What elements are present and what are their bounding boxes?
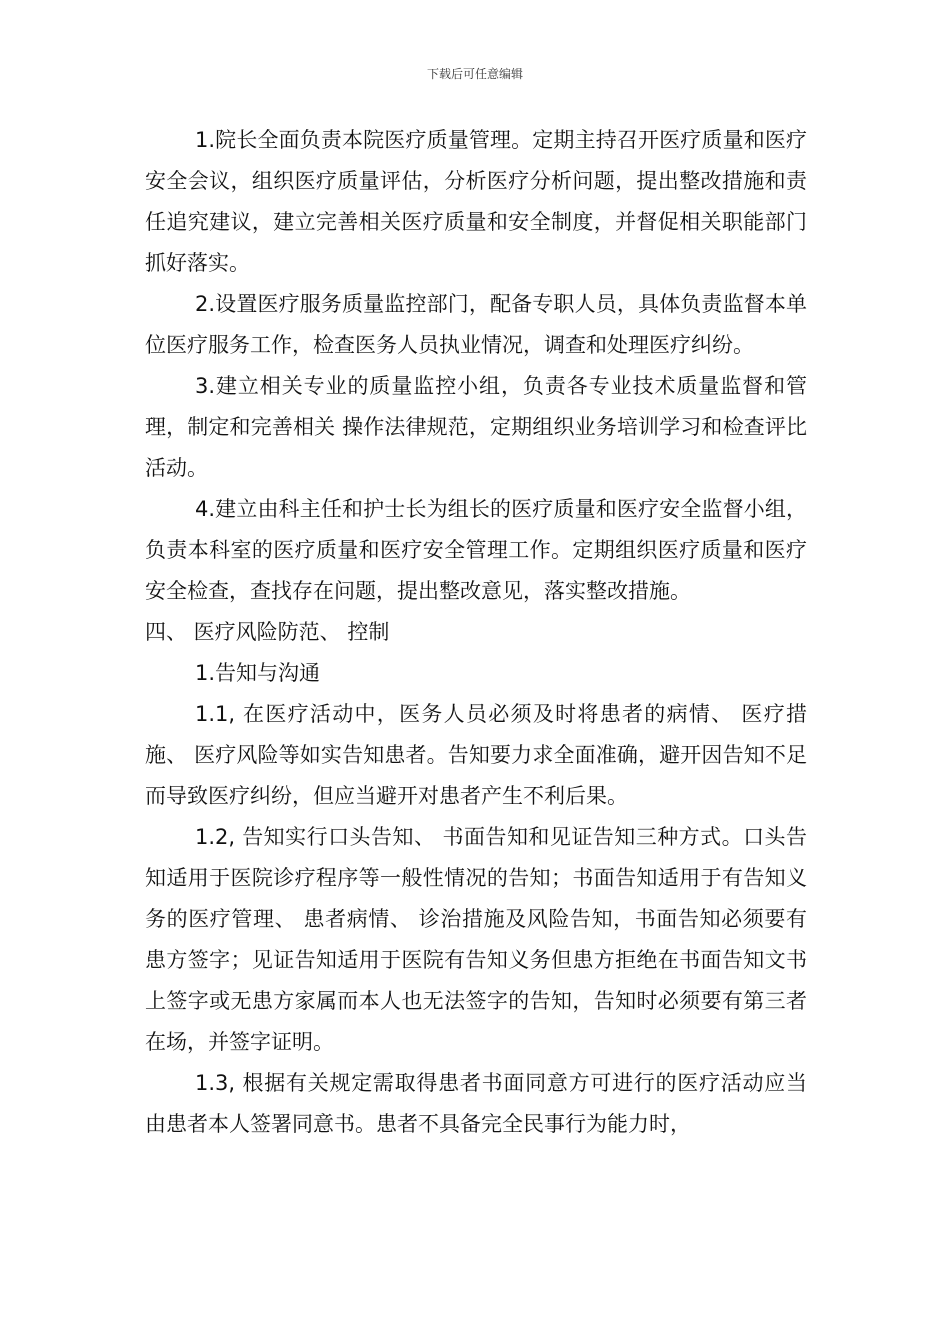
page-header: 下载后可任意编辑 [426,67,523,81]
paragraph-3: 3.建立相关专业的质量监控小组，负责各专业技术质量监督和管理，制定和完善相关 操作法律规范，定期组织业务培训学习和检查评比活动。 [145,374,807,480]
paragraph-1-1: 1.1, 在医疗活动中，医务人员必须及时将患者的病情、 医疗措施、 医疗风险等如实告知患者。告知要力求全面准确，避开因告知不足而导致医疗纠纷，但应当避开对患者产生不利后果。 [145,702,807,808]
paragraph-1-3: 1.3, 根据有关规定需取得患者书面同意方可进行的医疗活动应当由患者本人签署同意书。患者不具备完全民事行为能力时， [145,1071,807,1136]
document-body [145,120,807,1145]
paragraph-1-2: 1.2, 告知实行口头告知、 书面告知和见证告知三种方式。口头告知适用于医院诊疗程序等一般性情况的告知；书面告知适用于有告知义务的医疗管理、 患者病情、 诊治措施及风险告知，书面告知必须要有患方签字；见证告知适用于医院有告知义务但患方拒绝在书面告知文书上签字或无患方家属而本人也无法签字的告知，告知时必须要有第三者在场，并签字证明。 [145,825,807,1054]
section-heading: 四、 医疗风险防范、 控制 [145,620,390,644]
paragraph-2: 2.设置医疗服务质量监控部门，配备专职人员，具体负责监督本单位医疗服务工作，检查医务人员执业情况，调查和处理医疗纠纷。 [145,292,807,357]
paragraph-4: 4.建立由科主任和护士长为组长的医疗质量和医疗安全监督小组，负责本科室的医疗质量和医疗安全管理工作。定期组织医疗质量和医疗安全检查，查找存在问题，提出整改意见，落实整改措施。 [145,497,807,603]
subsection-heading: 1.告知与沟通 [195,661,321,685]
paragraph-1: 1.院长全面负责本院医疗质量管理。定期主持召开医疗质量和医疗安全会议，组织医疗质量评估，分析医疗分析问题，提出整改措施和责任追究建议，建立完善相关医疗质量和安全制度，并督促相关职能部门抓好落实。 [145,128,807,275]
